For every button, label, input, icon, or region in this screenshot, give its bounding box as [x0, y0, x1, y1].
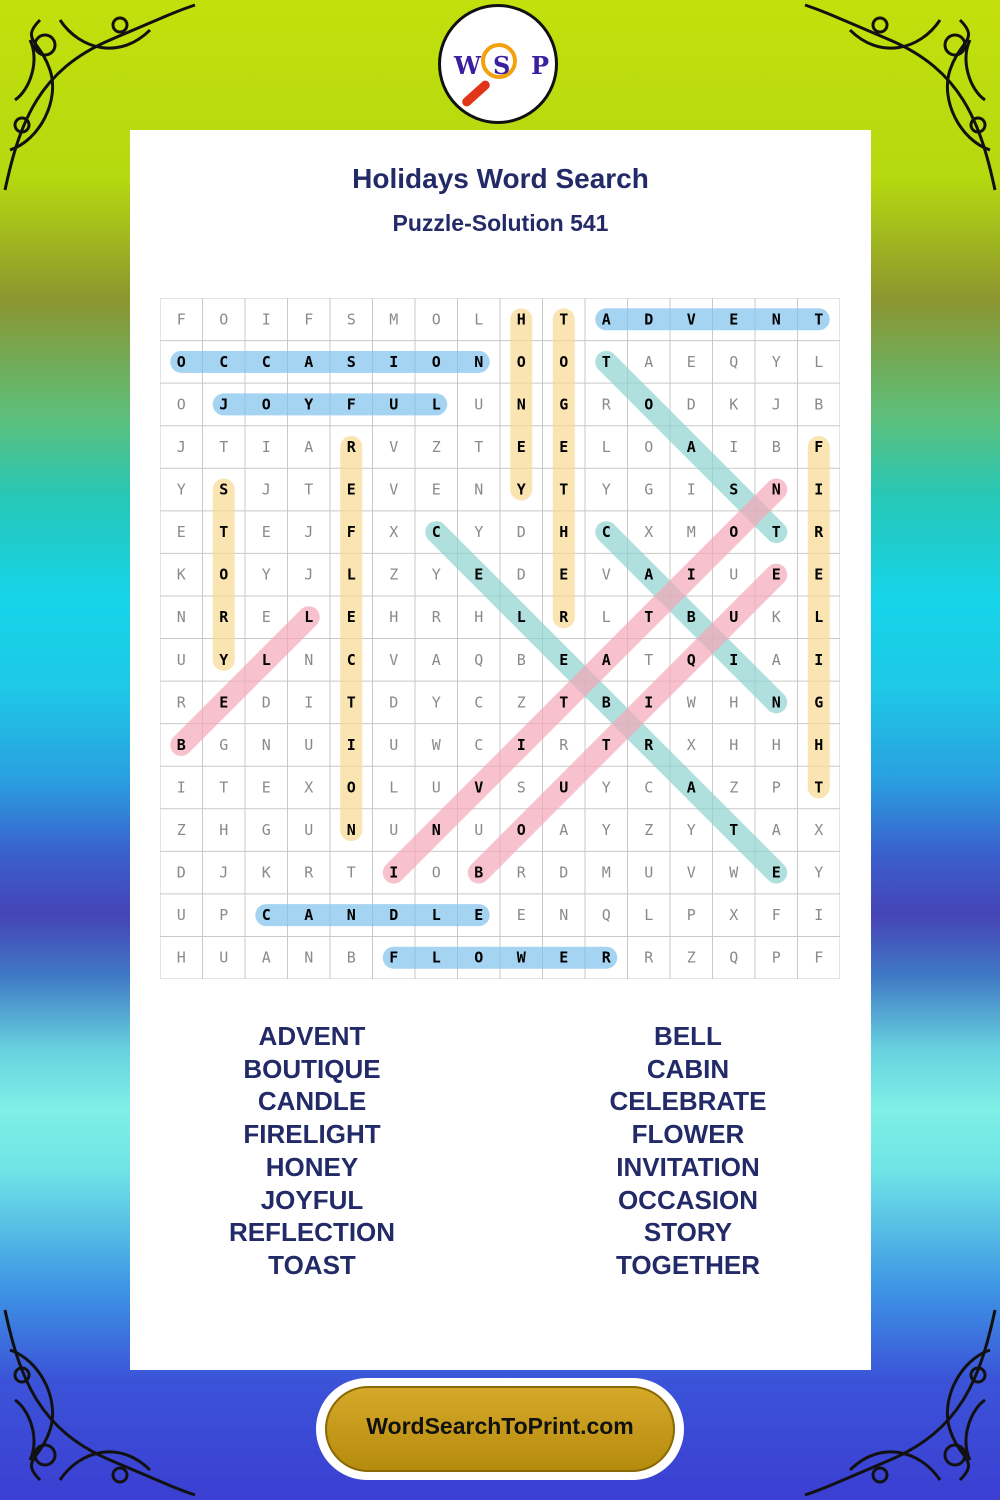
grid-letter[interactable]: D [389, 693, 399, 712]
grid-letter[interactable]: E [176, 523, 186, 542]
grid-letter[interactable]: A [304, 352, 314, 371]
grid-letter[interactable]: N [474, 480, 484, 499]
grid-letter[interactable]: O [176, 352, 186, 371]
grid-letter[interactable]: Y [601, 480, 611, 499]
grid-letter[interactable]: V [601, 565, 611, 584]
grid-letter[interactable]: O [219, 310, 229, 329]
grid-letter[interactable]: A [644, 352, 654, 371]
grid-letter[interactable]: K [176, 565, 186, 584]
grid-letter[interactable]: I [644, 693, 654, 712]
grid-letter[interactable]: C [261, 906, 271, 925]
word-list-item: BOUTIQUE [243, 1053, 381, 1084]
grid-letter[interactable]: A [261, 948, 271, 967]
grid-letter[interactable]: J [261, 480, 271, 499]
word-list-left [162, 1020, 462, 1282]
grid-letter[interactable]: I [516, 735, 526, 754]
grid-letter[interactable]: I [686, 565, 696, 584]
grid-letter[interactable]: G [814, 693, 824, 712]
grid-letter[interactable]: T [559, 693, 569, 712]
word-list-item: CELEBRATE [609, 1086, 767, 1117]
grid-letter[interactable]: U [474, 821, 484, 840]
word-list-item: CABIN [646, 1053, 730, 1084]
grid-letter[interactable]: H [729, 735, 739, 754]
grid-letter[interactable]: E [771, 565, 781, 584]
grid-letter[interactable]: R [814, 523, 824, 542]
grid-letter[interactable]: D [559, 863, 569, 882]
grid-letter[interactable]: O [644, 437, 654, 456]
grid-letter[interactable]: O [261, 395, 271, 414]
grid-letter[interactable]: F [346, 395, 356, 414]
grid-letter[interactable]: U [304, 821, 314, 840]
grid-letter[interactable]: T [219, 523, 229, 542]
grid-letter[interactable]: C [431, 523, 441, 542]
grid-letter[interactable]: L [516, 608, 526, 627]
grid-letter[interactable]: A [686, 437, 696, 456]
grid-letter[interactable]: N [346, 906, 356, 925]
grid-letter[interactable]: C [474, 735, 484, 754]
grid-letter[interactable]: A [601, 310, 611, 329]
grid-letter[interactable]: U [729, 565, 739, 584]
grid-letter[interactable]: W [431, 735, 441, 754]
grid-letter[interactable]: U [304, 735, 314, 754]
word-list-item: TOAST [268, 1249, 356, 1280]
grid-letter[interactable]: L [814, 352, 824, 371]
grid-letter[interactable]: S [346, 310, 356, 329]
grid-letter[interactable]: G [644, 480, 654, 499]
grid-letter[interactable]: Y [686, 821, 696, 840]
grid-letter[interactable]: N [176, 608, 186, 627]
grid-letter[interactable]: U [389, 735, 399, 754]
grid-letter[interactable]: L [601, 437, 611, 456]
grid-letter[interactable]: X [814, 821, 824, 840]
grid-letter[interactable]: R [601, 395, 611, 414]
word-list-item: JOYFUL [260, 1184, 364, 1215]
word-list-item: ADVENT [258, 1021, 366, 1051]
grid-letter[interactable]: W [516, 948, 526, 967]
grid-letter[interactable]: L [304, 608, 314, 627]
grid-letter[interactable]: J [219, 395, 229, 414]
grid-letter[interactable]: P [771, 948, 781, 967]
grid-letter[interactable]: E [771, 863, 781, 882]
grid-letter[interactable]: P [219, 906, 229, 925]
grid-letter[interactable]: J [176, 437, 186, 456]
grid-letter[interactable]: Q [729, 948, 739, 967]
grid-letter[interactable]: V [389, 437, 399, 456]
grid-letter[interactable]: I [686, 480, 696, 499]
grid-letter[interactable]: I [261, 437, 271, 456]
grid-letter[interactable]: C [474, 693, 484, 712]
grid-letter[interactable]: Y [261, 565, 271, 584]
grid-letter[interactable]: F [814, 948, 824, 967]
word-list-item: HONEY [265, 1151, 359, 1182]
grid-letter[interactable]: J [771, 395, 781, 414]
grid-letter[interactable]: Z [176, 821, 186, 840]
grid-letter[interactable]: O [219, 565, 229, 584]
grid-letter[interactable]: V [686, 310, 696, 329]
grid-letter[interactable]: T [219, 437, 229, 456]
grid-letter[interactable]: L [431, 948, 441, 967]
word-list-item: FIRELIGHT [243, 1119, 381, 1150]
grid-letter[interactable]: Y [601, 821, 611, 840]
grid-letter[interactable]: E [261, 778, 271, 797]
logo-letter-w: W [454, 51, 481, 80]
grid-letter[interactable]: A [601, 650, 611, 669]
grid-letter[interactable]: Y [304, 395, 314, 414]
grid-letter[interactable]: U [431, 778, 441, 797]
grid-letter[interactable]: O [431, 863, 441, 882]
grid-letter[interactable]: R [431, 608, 441, 627]
grid-letter[interactable]: X [644, 523, 654, 542]
word-list-item: INVITATION [616, 1151, 760, 1182]
grid-letter[interactable]: Z [389, 565, 399, 584]
grid-letter[interactable]: I [814, 906, 824, 925]
grid-letter[interactable]: H [176, 948, 186, 967]
grid-letter[interactable]: M [686, 523, 696, 542]
grid-letter[interactable]: H [814, 735, 824, 754]
grid-letter[interactable]: O [431, 310, 441, 329]
grid-letter[interactable]: Y [176, 480, 186, 499]
grid-letter[interactable]: E [729, 310, 739, 329]
grid-letter[interactable]: B [346, 948, 356, 967]
grid-letter[interactable]: L [814, 608, 824, 627]
grid-letter[interactable]: E [431, 480, 441, 499]
grid-letter[interactable]: M [389, 310, 399, 329]
grid-letter[interactable]: T [559, 480, 569, 499]
grid-letter[interactable]: A [771, 821, 781, 840]
grid-letter[interactable]: T [346, 693, 356, 712]
wsp-logo[interactable] [438, 4, 558, 124]
grid-letter[interactable]: T [814, 310, 824, 329]
grid-letter[interactable]: B [814, 395, 824, 414]
grid-letter[interactable]: N [559, 906, 569, 925]
grid-letter[interactable]: T [729, 821, 739, 840]
grid-letter[interactable]: Q [601, 906, 611, 925]
grid-letter[interactable]: F [304, 310, 314, 329]
grid-letter[interactable]: W [729, 863, 739, 882]
grid-letter[interactable]: Z [431, 437, 441, 456]
grid-letter[interactable]: J [304, 565, 314, 584]
grid-letter[interactable]: E [559, 565, 569, 584]
grid-letter[interactable]: Z [729, 778, 739, 797]
grid-letter[interactable]: J [219, 863, 229, 882]
grid-letter[interactable]: O [516, 352, 526, 371]
grid-letter[interactable]: L [431, 395, 441, 414]
grid-letter[interactable]: H [474, 608, 484, 627]
grid-letter[interactable]: L [644, 906, 654, 925]
grid-letter[interactable]: L [389, 778, 399, 797]
grid-letter[interactable]: V [389, 650, 399, 669]
grid-letter[interactable]: N [771, 693, 781, 712]
grid-canvas [160, 298, 840, 979]
grid-letter[interactable]: R [644, 948, 654, 967]
grid-letter[interactable]: D [389, 906, 399, 925]
word-list-item: FLOWER [631, 1119, 745, 1150]
grid-letter[interactable]: E [261, 523, 271, 542]
grid-letter[interactable]: B [176, 735, 186, 754]
grid-letter[interactable]: O [474, 948, 484, 967]
grid-letter[interactable]: I [346, 735, 356, 754]
grid-letter[interactable]: U [176, 906, 186, 925]
grid-letter[interactable]: H [389, 608, 399, 627]
grid-letter[interactable]: I [176, 778, 186, 797]
grid-letter[interactable]: X [389, 523, 399, 542]
grid-letter[interactable]: B [771, 437, 781, 456]
grid-letter[interactable]: O [729, 523, 739, 542]
word-list-item: TOGETHER [616, 1249, 760, 1280]
logo-letter-p: P [531, 51, 550, 80]
grid-letter[interactable]: E [686, 352, 696, 371]
grid-letter[interactable]: C [346, 650, 356, 669]
grid-letter[interactable]: R [601, 948, 611, 967]
grid-letter[interactable]: R [219, 608, 229, 627]
grid-letter[interactable]: T [346, 863, 356, 882]
grid-letter[interactable]: U [474, 395, 484, 414]
grid-letter[interactable]: D [516, 565, 526, 584]
grid-letter[interactable]: U [176, 650, 186, 669]
grid-letter[interactable]: U [559, 778, 569, 797]
grid-letter[interactable]: B [516, 650, 526, 669]
grid-letter[interactable]: T [559, 310, 569, 329]
grid-letter[interactable]: W [686, 693, 696, 712]
grid-letter[interactable]: S [346, 352, 356, 371]
grid-letter[interactable]: E [559, 948, 569, 967]
grid-letter[interactable]: G [219, 735, 229, 754]
logo-letter-s: S [493, 51, 511, 80]
magnifier-handle [460, 79, 491, 108]
grid-letter[interactable]: Y [219, 650, 229, 669]
grid-letter[interactable]: Y [431, 565, 441, 584]
grid-letter[interactable]: T [304, 480, 314, 499]
website-link-text: WordSearchToPrint.com [366, 1413, 634, 1439]
grid-letter[interactable]: Y [431, 693, 441, 712]
word-list-item: REFLECTION [228, 1217, 396, 1248]
grid-letter[interactable]: V [474, 778, 484, 797]
grid-letter[interactable]: K [729, 395, 739, 414]
word-list-item: CANDLE [257, 1086, 367, 1117]
grid-letter[interactable]: J [304, 523, 314, 542]
grid-letter[interactable]: Y [814, 863, 824, 882]
grid-letter[interactable]: T [644, 608, 654, 627]
grid-letter[interactable]: D [686, 395, 696, 414]
grid-letter[interactable]: N [304, 948, 314, 967]
word-search-grid [160, 298, 840, 979]
grid-letter[interactable]: H [771, 735, 781, 754]
grid-letter[interactable]: T [644, 650, 654, 669]
grid-letter[interactable]: T [814, 778, 824, 797]
grid-letter[interactable]: I [389, 352, 399, 371]
grid-letter[interactable]: P [771, 778, 781, 797]
grid-letter[interactable]: D [176, 863, 186, 882]
grid-letter[interactable]: X [304, 778, 314, 797]
word-list-item: OCCASION [617, 1184, 759, 1215]
grid-letter[interactable]: M [601, 863, 611, 882]
grid-letter[interactable]: F [814, 437, 824, 456]
grid-letter[interactable]: E [814, 565, 824, 584]
page-title: Holidays Word Search [352, 163, 649, 194]
grid-letter[interactable]: I [304, 693, 314, 712]
grid-letter[interactable]: H [729, 693, 739, 712]
grid-letter[interactable]: L [261, 650, 271, 669]
grid-letter[interactable]: Q [686, 650, 696, 669]
grid-letter[interactable]: I [729, 437, 739, 456]
grid-letter[interactable]: E [346, 608, 356, 627]
grid-letter[interactable]: H [516, 310, 526, 329]
grid-letter[interactable]: O [644, 395, 654, 414]
grid-letter[interactable]: O [516, 821, 526, 840]
grid-letter[interactable]: E [219, 693, 229, 712]
grid-letter[interactable]: U [219, 948, 229, 967]
grid-letter[interactable]: N [771, 310, 781, 329]
grid-letter[interactable]: X [729, 906, 739, 925]
grid-letter[interactable]: K [771, 608, 781, 627]
grid-letter[interactable]: F [389, 948, 399, 967]
grid-letter[interactable]: C [644, 778, 654, 797]
grid-letter[interactable]: D [644, 310, 654, 329]
grid-letter[interactable]: T [219, 778, 229, 797]
grid-letter[interactable]: B [474, 863, 484, 882]
website-link-inner [325, 1386, 675, 1472]
grid-letter[interactable]: C [601, 523, 611, 542]
grid-letter[interactable]: U [389, 395, 399, 414]
website-link-button[interactable] [316, 1378, 684, 1480]
grid-letter[interactable]: N [261, 735, 271, 754]
grid-letter[interactable]: I [814, 480, 824, 499]
grid-letter[interactable]: O [431, 352, 441, 371]
grid-letter[interactable]: A [304, 437, 314, 456]
grid-letter[interactable]: U [644, 863, 654, 882]
grid-letter[interactable]: B [601, 693, 611, 712]
grid-letter[interactable]: Z [686, 948, 696, 967]
grid-letter[interactable]: E [474, 906, 484, 925]
grid-letter[interactable]: T [771, 523, 781, 542]
grid-letter[interactable]: S [516, 778, 526, 797]
grid-letter[interactable]: S [219, 480, 229, 499]
grid-letter[interactable]: R [346, 437, 356, 456]
grid-letter[interactable]: N [304, 650, 314, 669]
grid-letter[interactable]: A [559, 821, 569, 840]
grid-letter[interactable]: N [346, 821, 356, 840]
grid-letter[interactable]: Q [474, 650, 484, 669]
grid-letter[interactable]: Y [516, 480, 526, 499]
grid-letter[interactable]: F [771, 906, 781, 925]
grid-letter[interactable]: U [729, 608, 739, 627]
grid-letter[interactable]: I [389, 863, 399, 882]
grid-letter[interactable]: I [814, 650, 824, 669]
grid-letter[interactable]: F [176, 310, 186, 329]
grid-letter[interactable]: X [686, 735, 696, 754]
grid-letter[interactable]: R [176, 693, 186, 712]
grid-letter[interactable]: O [346, 778, 356, 797]
grid-letter[interactable]: Y [601, 778, 611, 797]
grid-letter[interactable]: F [346, 523, 356, 542]
grid-letter[interactable]: R [644, 735, 654, 754]
grid-letter[interactable]: L [346, 565, 356, 584]
grid-letter[interactable]: Y [474, 523, 484, 542]
grid-letter[interactable]: Q [729, 352, 739, 371]
grid-letter[interactable]: S [729, 480, 739, 499]
grid-letter[interactable]: R [559, 735, 569, 754]
grid-letter[interactable]: N [431, 821, 441, 840]
grid-letter[interactable]: O [176, 395, 186, 414]
grid-letter[interactable]: B [686, 608, 696, 627]
grid-letter[interactable]: T [601, 735, 611, 754]
grid-letter[interactable]: Z [516, 693, 526, 712]
grid-letter[interactable]: L [474, 310, 484, 329]
grid-letter[interactable]: K [261, 863, 271, 882]
grid-letter[interactable]: V [389, 480, 399, 499]
grid-letter[interactable]: A [304, 906, 314, 925]
grid-letter[interactable]: I [729, 650, 739, 669]
grid-letter[interactable]: N [474, 352, 484, 371]
grid-letter[interactable]: P [686, 906, 696, 925]
grid-letter[interactable]: E [516, 437, 526, 456]
grid-letter[interactable]: A [644, 565, 654, 584]
grid-letter[interactable]: L [601, 608, 611, 627]
grid-letter[interactable]: D [516, 523, 526, 542]
grid-letter[interactable]: E [559, 437, 569, 456]
word-list-item: STORY [643, 1217, 733, 1248]
grid-letter[interactable]: T [601, 352, 611, 371]
grid-letter[interactable]: E [474, 565, 484, 584]
grid-letter[interactable]: H [219, 821, 229, 840]
grid-letter[interactable]: O [559, 352, 569, 371]
grid-letter[interactable]: T [474, 437, 484, 456]
grid-letter[interactable]: E [516, 906, 526, 925]
puzzle-subtitle: Puzzle-Solution 541 [392, 210, 609, 236]
grid-letter[interactable]: G [559, 395, 569, 414]
word-list-right [538, 1020, 838, 1282]
grid-letter[interactable]: A [686, 778, 696, 797]
grid-letter[interactable]: E [261, 608, 271, 627]
word-list-item: BELL [654, 1021, 722, 1051]
grid-letter[interactable]: G [261, 821, 271, 840]
grid-letter[interactable]: C [261, 352, 271, 371]
grid-letter[interactable]: I [261, 310, 271, 329]
grid-letter[interactable]: N [771, 480, 781, 499]
grid-letter[interactable]: D [261, 693, 271, 712]
grid-letter[interactable]: V [686, 863, 696, 882]
grid-letter[interactable]: Z [644, 821, 654, 840]
grid-letter[interactable]: C [219, 352, 229, 371]
grid-letter[interactable]: U [389, 821, 399, 840]
grid-letter[interactable]: A [771, 650, 781, 669]
grid-letter[interactable]: A [431, 650, 441, 669]
grid-letter[interactable]: R [516, 863, 526, 882]
grid-letter[interactable]: E [559, 650, 569, 669]
grid-letter[interactable]: N [516, 395, 526, 414]
grid-letter[interactable]: L [431, 906, 441, 925]
grid-letter[interactable]: R [304, 863, 314, 882]
grid-letter[interactable]: H [559, 523, 569, 542]
grid-letter[interactable]: Y [771, 352, 781, 371]
grid-letter[interactable]: R [559, 608, 569, 627]
grid-letter[interactable]: E [346, 480, 356, 499]
